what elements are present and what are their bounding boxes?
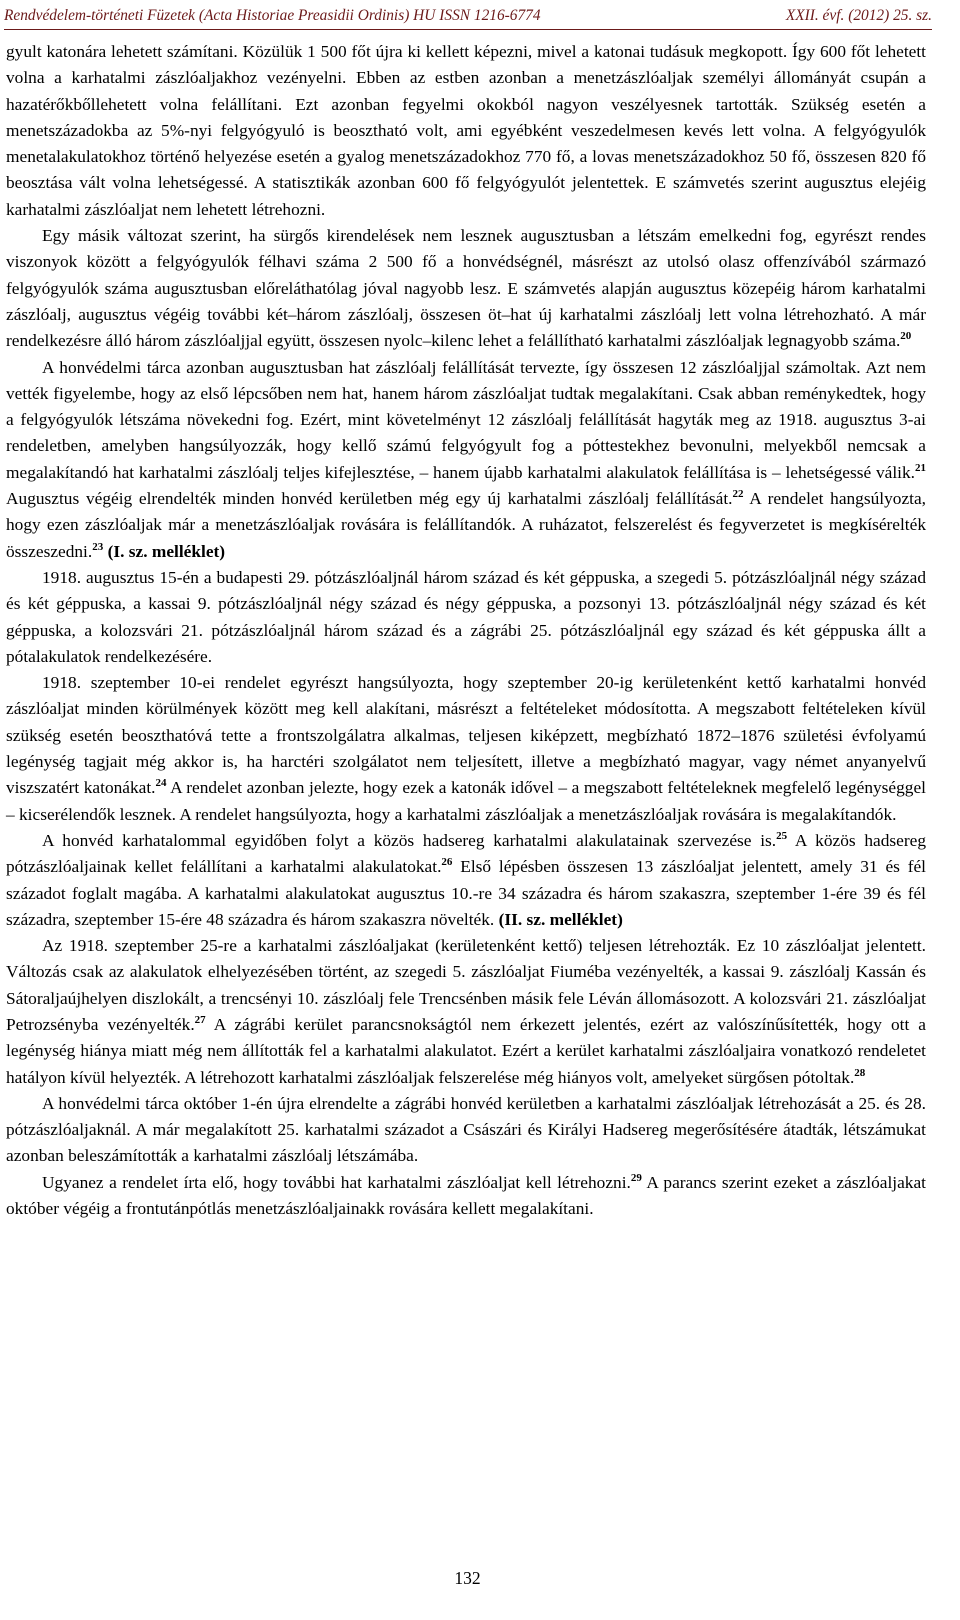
footnote-ref: 20: [900, 330, 912, 343]
text-run: A zágrábi kerület parancsnokságtól nem érkezett jelentés, ezért az valószínűsítették, hogy ott a legénység hiánya miatt még nem állították fel a karhatalmi alakulatot. Ezért a kerület karhatalmi zászlóaljaira vonatkozó rendeletet hatályon kívül helyezték. A létrehozott karhatalmi zászlóaljak felszerelése még hiányos volt, amelyeket sürgősen pótoltak.: [6, 1014, 926, 1087]
text-run: Első lépésben összesen 13 zászlóaljat jelentett, amely 31 és fél századot foglalt magába. A karhatalmi alakulatokat augusztus 10.-re 34 századra és három szakaszra, szeptember 1-ére 39 és fél századra, szeptember 15-ére 48 századra és három szakaszra növelték.: [6, 857, 926, 929]
text-run: Augusztus végéig elrendelték minden honvéd kerületben még egy új karhatalmi zászlóalj felállítását.: [6, 489, 733, 509]
text-run: A rendelet azonban jelezte, hogy ezek a katonák idővel – a megszabott feltételeknek megfelelő legénységgel – kicserélendők lesznek. A rendelet hangsúlyozta, hogy a karhatalmi zászlóaljak a menetzászlóaljak rovására is megalakítandók.: [6, 778, 926, 824]
text-run: Az 1918. szeptember 25-re a karhatalmi zászlóaljakat (kerületenként kettő) teljesen létrehozták. Ez 10 zászlóaljat jelentett. Változás csak az alakulatok elhelyezésében történt, az szegedi 5. zászlóaljat Fiuméba vezényelték, a kassai 9. zászlóalj Kassán és Sátoraljaújhelyen diszlokált, a trencsényi 10. zászlóalj fele Trencsénben másik fele Léván állomásozott. A kolozsvári 21. zászlóaljat Petrozsényba vezényelték.: [6, 936, 926, 1034]
footnote-ref: 25: [776, 830, 788, 843]
appendix-ref: (I. sz. melléklet): [107, 541, 226, 561]
footnote-ref: 24: [155, 777, 167, 790]
footnote-ref: 27: [194, 1014, 206, 1027]
paragraph: [6, 223, 926, 354]
header-rule: [4, 29, 932, 30]
paragraph: [6, 1091, 926, 1170]
footnote-ref: 28: [854, 1066, 866, 1079]
footnote-ref: 26: [441, 856, 453, 869]
volume-info: XXII. évf. (2012) 25. sz.: [785, 7, 932, 24]
text-run: A honvéd karhatalommal egyidőben folyt a közös hadsereg karhatalmi alakulatainak szervezése is.: [42, 830, 777, 850]
paragraph: [6, 565, 926, 670]
text-run: 1918. szeptember 10-ei rendelet egyrészt hangsúlyozta, hogy szeptember 20-ig kerületenként kettő karhatalmi honvéd zászlóaljat minden körülmények között meg kell alakítani, másrészt a feltételeket módosította. A megszabott feltételeken kívül szükség esetén beoszthatóvá tette a frontszolgálatra alkalmas, teljesen kiképzett, megbízható 1872–1876 születési évfolyamú legénység tagjait még akkor is, ha harctéri szolgálatot nem teljesített, illetve a megbízható magyar, vagy német anyanyelvű viszszatért katonákat.: [6, 673, 926, 798]
appendix-ref: (II. sz. melléklet): [498, 909, 623, 929]
footnote-ref: 22: [732, 488, 744, 501]
text-run: Ugyanez a rendelet írta elő, hogy további hat karhatalmi zászlóaljat kell létrehozni.: [42, 1172, 631, 1192]
paragraph: [6, 39, 926, 223]
text-run: A honvédelmi tárca azonban augusztusban hat zászlóalj felállítását tervezte, így összesen 12 zászlóaljjal számoltak. Azt nem vették figyelembe, hogy az első lépcsőben nem hat, hanem három zászlóaljat tudtak megalakítani. Csak abban reménykedtek, hogy a felgyógyulók létszáma növekedni fog. Ezért, mint követelményt 12 zászlóalj felállítását hagyták meg az 1918. augusztus 3-ai rendeletben, amelyben hangsúlyozzák, hogy kellő számú felgyógyult fog a póttestekhez bevonulni, melyekből nemcsak a megalakítandó hat karhatalmi zászlóalj teljes kifejlesztése, – hanem újabb karhatalmi alakulatok felállítása is – lehetségessé válik.: [6, 357, 926, 482]
text-run: A honvédelmi tárca október 1-én újra elrendelte a zágrábi honvéd kerületben a karhatalmi zászlóaljak létrehozását a 25. és 28. pótzászlóaljaknál. A már megalakított 25. karhatalmi századot a Császári és Királyi Hadsereg megerősítésére átadták, létszámukat azonban beleszámították a karhatalmi zászlóalj létszámába.: [6, 1093, 926, 1166]
paragraph: [6, 1170, 926, 1223]
footnote-ref: 21: [915, 461, 926, 474]
text-run: Egy másik változat szerint, ha sürgős kirendelések nem lesznek augusztusban a létszám emelkedni fog, egyrészt rendes viszonyok között a felgyógyulók félhavi száma 2 500 fő a honvédségnél, másrészt az utolsó olasz offenzívából származó felgyógyulók száma augusztusban előreláthatólag jóval nagyobb lesz. E számvetés alapján augusztus közepéig három karhatalmi zászlóalj, augusztus végéig további két–három zászlóalj, összesen öt–hat új karhatalmi zászlóalj lett volna létrehozható. A már rendelkezésre álló három zászlóaljjal együtt, összesen nyolc–kilenc lehet a felállítható karhatalmi zászlóaljak legnagyobb száma.: [6, 226, 926, 351]
body-text: [6, 39, 926, 1222]
text-run: gyult katonára lehetett számítani. Közülük 1 500 főt újra ki kellett képezni, mivel a katonai tudásuk megkopott. Így 600 főt lehetett volna a karhatalmi zászlóaljakhoz vezényelni. Ebben az estben azonban a menetzászlóaljak személyi állományát csupán a hazatérőkbőllehetett volna felállítani. Ezt azonban fegyelmi okokból nagyon veszélyesnek tartották. Szükség esetén a menetszázadokba az 5%-nyi felgyógyuló is beosztható volt, ami egyébként veszedelmesen kevés lett volna. A felgyógyulók menetalakulatokhoz történő helyezése esetén a gyalog menetszázadokhoz 770 fő, a lovas menetszázadokhoz 50 fő, összesen 820 fő beosztása vált volna lehetségessé. A statisztikák azonban 600 fő felgyógyulót jelentettek. E számvetés szerint augusztus elejéig karhatalmi zászlóaljat nem lehetett létrehozni.: [6, 42, 926, 219]
footnote-ref: 29: [630, 1171, 642, 1184]
paragraph: [6, 355, 926, 565]
text-run: A rendelet hangsúlyozta, hogy ezen zászlóaljak már a menetzászlóaljak rovására is felállítandók. A ruházatot, felszerelést és fegyverzetet is megkísérelték összeszedni.: [6, 489, 926, 561]
journal-title: Rendvédelem-történeti Füzetek (Acta Historiae Preasidii Ordinis) HU ISSN 1216-6774: [4, 7, 541, 24]
text-run: A parancs szerint ezeket a zászlóaljakat október végéig a frontutánpótlás menetzászlóaljainakk rovására kellett megalakítani.: [6, 1172, 926, 1219]
footnote-ref: 23: [92, 540, 104, 553]
paragraph: [6, 670, 926, 828]
text-run: 1918. augusztus 15-én a budapesti 29. pótzászlóaljnál három század és két géppuska, a szegedi 5. pótzászlóaljnál négy század és két géppuska, a kassai 9. pótzászlóaljnál négy század és négy géppuska, a pozsonyi 13. pótzászlóaljnál négy század és két géppuska, a kolozsvári 21. pótzászlóaljnál három század és a zágrábi 25. pótzászlóaljnál egy század és két géppuska állt a pótalakulatok rendelkezésére.: [6, 567, 926, 666]
paragraph: [6, 933, 926, 1091]
paragraph: [6, 828, 926, 933]
text-run: A közös hadsereg pótzászlóaljainak kellet felállítani a karhatalmi alakulatokat.: [6, 830, 927, 877]
running-header: [4, 4, 932, 28]
page-number: 132: [454, 1568, 481, 1588]
